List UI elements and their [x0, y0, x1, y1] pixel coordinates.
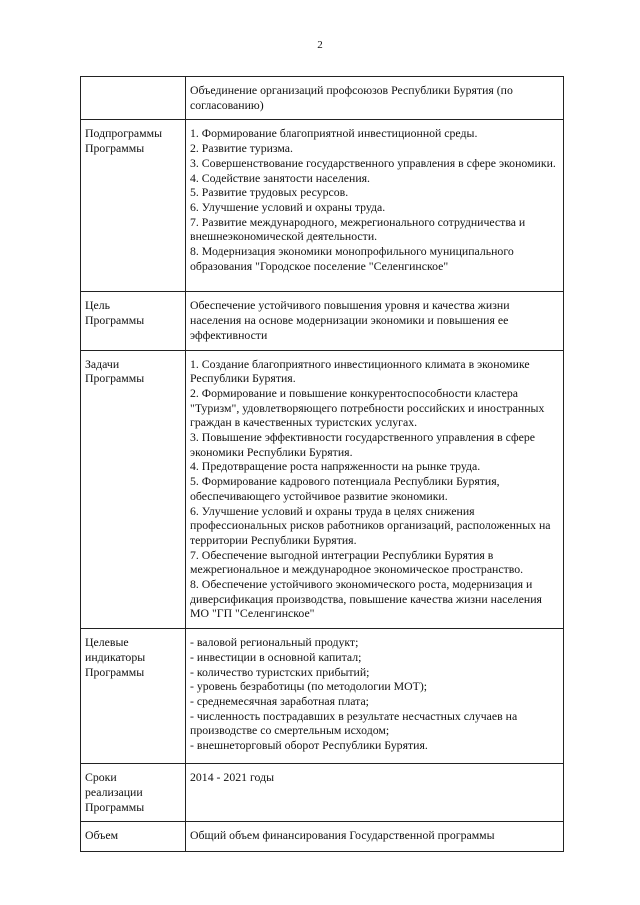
row-content-item: Обеспечение устойчивого повышения уровня и качества жизни населения на основе модернизации экономики и повышения ее эффективности: [190, 298, 510, 342]
row-label-line: реализации: [85, 784, 143, 799]
row-content-item: 6. Улучшение условий и охраны труда в целях снижения профессиональных рисков работников организаций, расположенных на территории Республики Бурятия.: [190, 503, 551, 547]
table-row-tasks: [81, 350, 564, 629]
row-label-line: Целевые: [85, 635, 129, 650]
row-label-line: Объем: [85, 828, 119, 843]
row-content-item: - количество туристских прибытий;: [190, 664, 370, 679]
table-row-volume: [81, 822, 564, 852]
row-content-item: - численность пострадавших в результате несчастных случаев на производстве со смертельным исходом;: [190, 708, 518, 738]
row-content-item: - уровень безработицы (по методологии МОТ);: [190, 679, 428, 694]
row-label-line: Сроки: [85, 770, 117, 785]
row-content-item: 5. Развитие трудовых ресурсов.: [190, 185, 349, 200]
row-label-cell: [81, 350, 186, 629]
row-content-item: 7. Развитие международного, межрегионального сотрудничества и внешнеэкономической деятельности.: [190, 214, 526, 244]
row-content-item: 3. Повышение эффективности государственного управления в сфере экономики Республики Бурятия.: [190, 430, 536, 459]
table-row-goal: [81, 292, 564, 350]
table-row-participants: [81, 77, 564, 120]
row-label-line: Программы: [85, 313, 145, 328]
passport-table-body: [81, 77, 564, 852]
table-row-timeline: [81, 764, 564, 822]
row-label-line: Подпрограммы: [85, 126, 163, 141]
row-label-cell: [81, 292, 186, 350]
row-content-item: 6. Улучшение условий и охраны труда.: [190, 199, 386, 214]
row-content-item: 3. Совершенствование государственного управления в сфере экономики.: [190, 155, 556, 170]
row-content-item: 4. Содействие занятости населения.: [190, 170, 371, 185]
row-content-item: 2. Формирование и повышение конкурентоспособности кластера "Туризм", удовлетворяющего потребности российских и иностранных граждан в качественных туристских услугах.: [190, 385, 545, 430]
row-content-item: 4. Предотвращение роста напряженности на рынке труда.: [190, 459, 481, 474]
row-content-item: - внешнеторговый оборот Республики Бурятия.: [190, 738, 428, 753]
row-content-item: 2. Развитие туризма.: [190, 141, 293, 156]
row-content-item: 7. Обеспечение выгодной интеграции Республики Бурятия в межрегиональное и международное экономическое пространство.: [190, 547, 524, 577]
program-passport-table: [80, 76, 564, 852]
row-content-cell: [186, 764, 564, 822]
row-content-item: 8. Модернизация экономики монопрофильного муниципального образования "Городское поселение "Селенгинское": [190, 244, 514, 273]
row-content-item: 1. Создание благоприятного инвестиционного климата в экономике Республики Бурятия.: [190, 356, 530, 386]
row-content-item: 5. Формирование кадрового потенциала Республики Бурятия, обеспечивающего устойчивое развитие экономики.: [190, 474, 500, 503]
row-label-line: Программы: [85, 371, 145, 386]
row-label-line: Программы: [85, 141, 145, 156]
table-row-subprograms: [81, 120, 564, 292]
row-label-line: Программы: [85, 799, 145, 814]
row-label-line: Задачи: [85, 356, 120, 371]
row-label-cell: [81, 629, 186, 764]
row-content-cell: [186, 292, 564, 350]
row-label-cell: [81, 77, 186, 120]
row-content-item: Общий объем финансирования Государственной программы: [190, 828, 495, 843]
row-label-cell: [81, 120, 186, 292]
row-label-cell: [81, 764, 186, 822]
row-content-item: 1. Формирование благоприятной инвестиционной среды.: [190, 126, 478, 141]
table-row-target-indicators: [81, 629, 564, 764]
row-content-item: - среднемесячная заработная плата;: [190, 693, 369, 708]
row-label-cell: [81, 822, 186, 852]
row-content-cell: [186, 120, 564, 292]
row-content-item: 2014 - 2021 годы: [190, 770, 274, 785]
row-label-line: Цель: [85, 298, 111, 313]
row-label-line: Программы: [85, 664, 145, 679]
row-content-cell: [186, 350, 564, 629]
page-number: 2: [317, 39, 323, 51]
row-content-cell: [186, 77, 564, 120]
row-content-item: - валовой региональный продукт;: [190, 635, 359, 650]
row-content-cell: [186, 822, 564, 852]
row-content-item: 8. Обеспечение устойчивого экономического роста, модернизация и диверсификация производства, повышение качества жизни населения МО "ГП "Селенгинское": [190, 577, 542, 621]
row-label-line: индикаторы: [85, 649, 146, 664]
row-content-item: - инвестиции в основной капитал;: [190, 649, 362, 664]
row-content-cell: [186, 629, 564, 764]
row-content-item: Объединение организаций профсоюзов Республики Бурятия (по согласованию): [190, 83, 513, 112]
